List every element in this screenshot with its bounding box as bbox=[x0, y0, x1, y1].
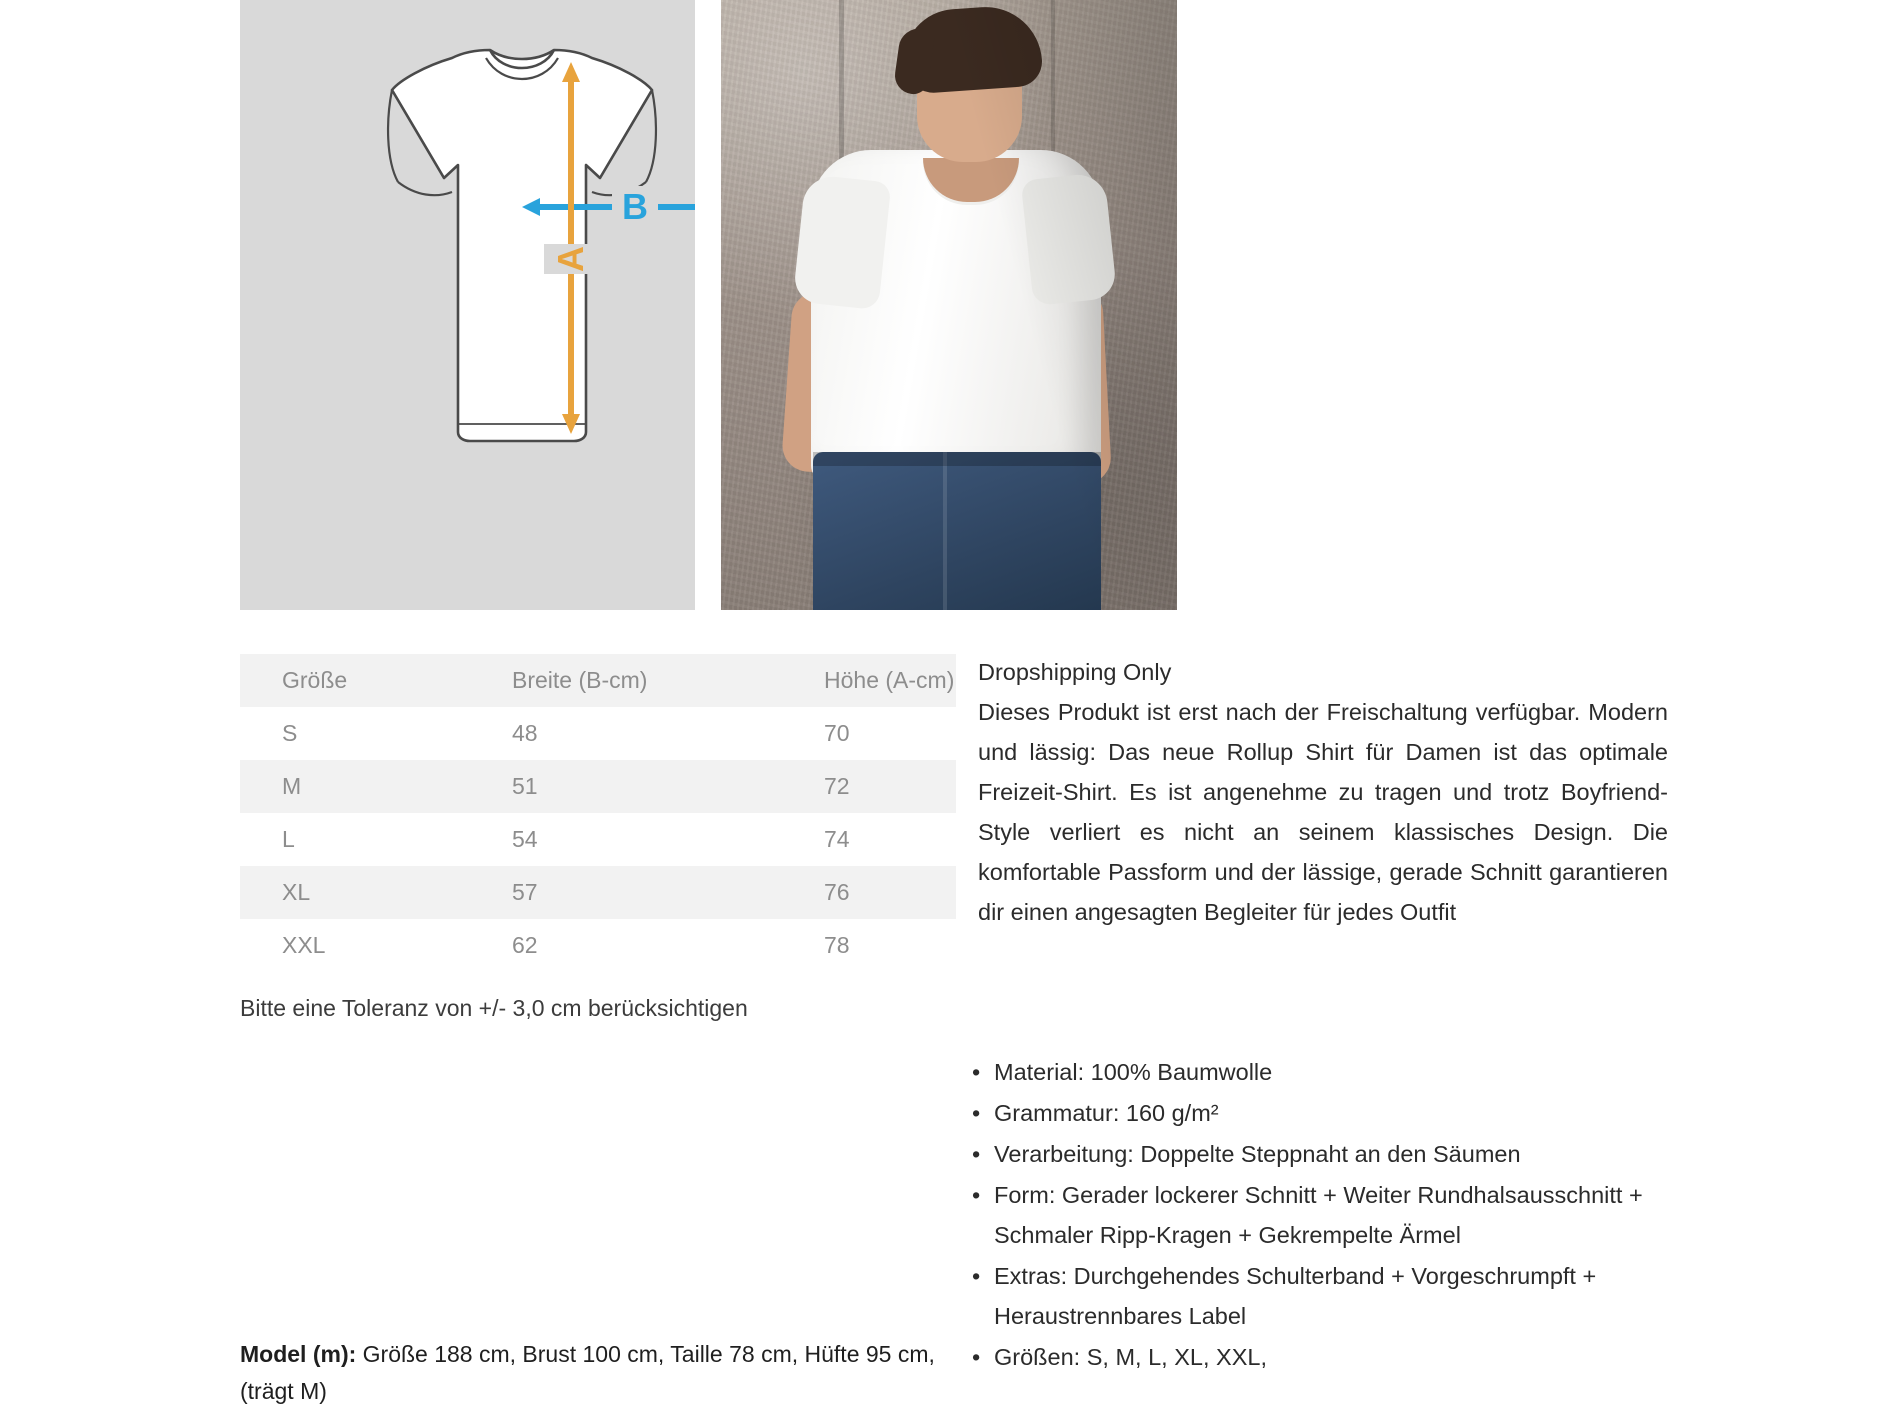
model-note-label: Model (m): bbox=[240, 1341, 357, 1367]
table-row bbox=[240, 919, 956, 972]
table-row bbox=[240, 866, 956, 919]
list-item: • Material: 100% Baumwolle bbox=[972, 1052, 1672, 1092]
table-header-height: Höhe (A-cm) bbox=[824, 667, 955, 693]
table-header-width: Breite (B-cm) bbox=[512, 667, 648, 693]
cell-height: 70 bbox=[824, 720, 850, 746]
description-heading: Dropshipping Only bbox=[978, 659, 1172, 685]
list-item: • Extras: Durchgehendes Schulterband + Vorgeschrumpft + Heraustrennbares Label bbox=[972, 1256, 1672, 1336]
table-row bbox=[240, 813, 956, 866]
cell-height: 76 bbox=[824, 879, 850, 905]
description-body: Dieses Produkt ist erst nach der Freischaltung verfügbar. Modern und lässig: Das neue Rollup Shirt für Damen ist das optimale Freizeit-Shirt. Es ist angenehme zu tragen und trotz Boyfriend-Style verliert es nicht an seinem klassisches Design. Die komfortable Passform und der lässige, gerade Schnitt garantieren dir einen angesagten Begleiter für jedes Outfit bbox=[978, 699, 1668, 925]
cell-size: XL bbox=[282, 879, 311, 905]
table-row bbox=[240, 707, 956, 760]
product-images-row bbox=[240, 0, 1177, 610]
cell-width: 57 bbox=[512, 879, 538, 905]
tshirt-measurement-diagram bbox=[240, 0, 695, 610]
cell-height: 72 bbox=[824, 773, 850, 799]
product-features bbox=[972, 1052, 1672, 1378]
size-table bbox=[240, 654, 956, 972]
tshirt-outline-icon bbox=[240, 0, 695, 610]
list-item: • Verarbeitung: Doppelte Steppnaht an den Säumen bbox=[972, 1134, 1672, 1174]
product-description bbox=[978, 652, 1668, 932]
table-header-row bbox=[240, 654, 956, 707]
cell-width: 51 bbox=[512, 773, 538, 799]
cell-size: XXL bbox=[282, 932, 326, 958]
tolerance-note: Bitte eine Toleranz von +/- 3,0 cm berücksichtigen bbox=[240, 995, 748, 1021]
cell-height: 78 bbox=[824, 932, 850, 958]
cell-width: 62 bbox=[512, 932, 538, 958]
table-row bbox=[240, 760, 956, 813]
photo-shadow-overlay bbox=[721, 0, 1177, 610]
cell-width: 54 bbox=[512, 826, 538, 852]
cell-height: 74 bbox=[824, 826, 850, 852]
list-item: • Grammatur: 160 g/m² bbox=[972, 1093, 1672, 1133]
cell-size: L bbox=[282, 826, 295, 852]
table-header-size: Größe bbox=[282, 667, 348, 693]
cell-size: S bbox=[282, 720, 298, 746]
cell-size: M bbox=[282, 773, 302, 799]
model-measurements-note bbox=[240, 1336, 960, 1410]
list-item: • Größen: S, M, L, XL, XXL, bbox=[972, 1337, 1672, 1377]
cell-width: 48 bbox=[512, 720, 538, 746]
model-note-text: Größe 188 cm, Brust 100 cm, Taille 78 cm, Hüfte 95 cm, (trägt M) bbox=[240, 1341, 935, 1404]
measure-width-label: B bbox=[612, 186, 658, 228]
list-item: • Form: Gerader lockerer Schnitt + Weiter Rundhalsausschnitt + Schmaler Ripp-Kragen + Gekrempelte Ärmel bbox=[972, 1175, 1672, 1255]
measure-height-label: A bbox=[544, 244, 598, 274]
model-photo bbox=[721, 0, 1177, 610]
